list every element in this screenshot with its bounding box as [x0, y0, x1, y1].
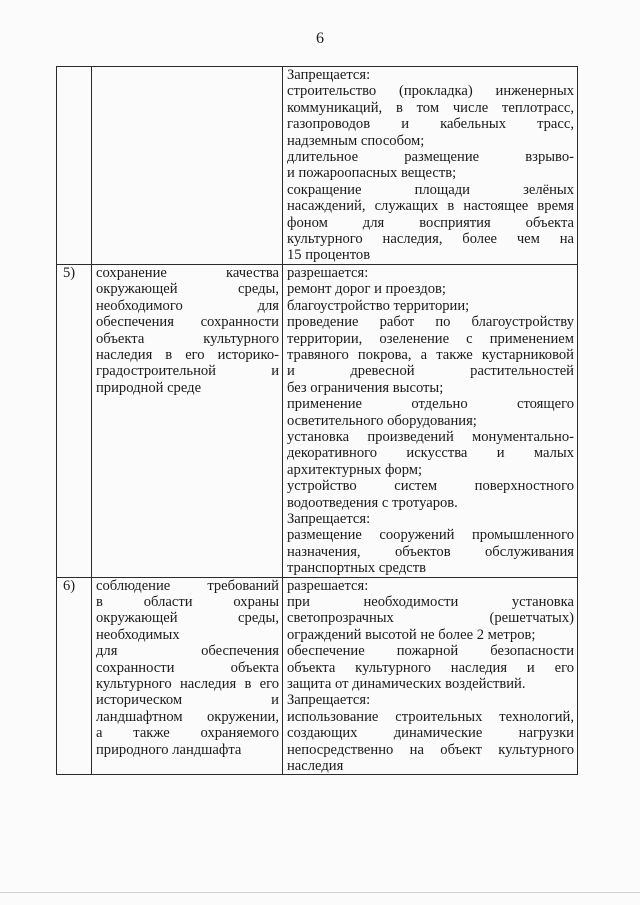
- regime-text-line: объекта культурного наследия и его: [287, 659, 574, 676]
- requirement-text-line: сохранение качества: [96, 264, 279, 281]
- requirement-text-line: в области охраны: [96, 594, 279, 610]
- requirement-text-line: объекта культурного: [96, 330, 279, 347]
- regime-text-line: без ограничения высоты;: [287, 379, 444, 396]
- requirement-text-line: необходимых: [96, 626, 180, 643]
- regime-text-line: благоустройство территории;: [287, 297, 470, 314]
- regime-text-line: наследия: [287, 758, 344, 775]
- regulations-table: [56, 66, 578, 775]
- table-row: [57, 577, 578, 775]
- regime-text-line: и пожароопасных веществ;: [287, 165, 457, 182]
- regime-text-line: Запрещается:: [287, 67, 371, 83]
- requirement-text-line: историческом и: [96, 692, 279, 709]
- regime-text-line: при необходимости установка: [287, 594, 574, 610]
- requirement-cell: [92, 264, 283, 577]
- regime-text-line: разрешается:: [287, 264, 369, 281]
- regime-text-line: ограждений высотой не более 2 метров;: [287, 626, 536, 643]
- requirement-text-line: необходимого для: [96, 297, 279, 314]
- regime-text-line: газопроводов и кабельных трасс,: [287, 116, 574, 133]
- requirement-text-line: градостроительной и: [96, 363, 279, 380]
- regime-text-line: коммуникаций, в том числе теплотрасс,: [287, 99, 574, 116]
- regime-text-line: разрешается:: [287, 577, 369, 594]
- regime-text-line: установка произведений монументально-: [287, 428, 574, 445]
- page-number: 6: [316, 30, 324, 47]
- regime-cell: [283, 67, 578, 265]
- regime-text-line: устройство систем поверхностного: [287, 478, 574, 495]
- requirement-text-line: культурного наследия в его: [96, 676, 279, 693]
- regime-text-line: применение отдельно стоящего: [287, 396, 574, 413]
- requirement-text-line: ландшафтном окружении,: [96, 708, 279, 725]
- regime-text-line: обеспечение пожарной безопасности: [287, 643, 574, 660]
- regime-text-line: декоративного искусства и малых: [287, 445, 574, 462]
- regime-text-line: светопрозрачных (решетчатых): [287, 610, 574, 627]
- regime-text-line: транспортных средств: [287, 560, 426, 577]
- requirement-text-line: окружающей среды,: [96, 281, 279, 298]
- regime-text-line: непосредственно на объект культурного: [287, 741, 574, 758]
- requirement-text-line: сохранности объекта: [96, 659, 279, 676]
- regime-text-line: назначения, объектов обслуживания: [287, 543, 574, 560]
- regime-text-line: 15 процентов: [287, 247, 371, 264]
- regime-text-line: фоном для восприятия объекта: [287, 214, 574, 231]
- row-number-cell: 6): [57, 577, 92, 775]
- regime-text-line: архитектурных форм;: [287, 461, 423, 478]
- table-row: [57, 264, 578, 577]
- regime-text-line: осветительного оборудования;: [287, 412, 477, 429]
- regime-text-line: травяного покрова, а также кустарниковой: [287, 346, 574, 363]
- requirement-cell: [92, 577, 283, 775]
- regime-text-line: использование строительных технологий,: [287, 708, 574, 725]
- table-row: [57, 67, 578, 265]
- regime-text-line: культурного наследия, более чем на: [287, 231, 574, 248]
- regime-text-line: водоотведения с тротуаров.: [287, 494, 458, 511]
- row-number-cell: 5): [57, 264, 92, 577]
- requirement-text-line: соблюдение требований: [96, 577, 279, 594]
- regime-text-line: ремонт дорог и проездов;: [287, 281, 446, 298]
- regime-text-line: надземным способом;: [287, 132, 425, 149]
- regime-text-line: строительство (прокладка) инженерных: [287, 83, 574, 100]
- regime-text-line: длительное размещение взрыво-: [287, 149, 574, 166]
- requirement-text-line: окружающей среды,: [96, 610, 279, 627]
- regime-text-line: защита от динамических воздействий.: [287, 676, 526, 693]
- regime-text-line: территории, озеленение с применением: [287, 330, 574, 347]
- requirement-cell: [92, 67, 283, 265]
- regime-cell: [283, 264, 578, 577]
- regime-cell: [283, 577, 578, 775]
- regime-text-line: размещение сооружений промышленного: [287, 527, 574, 544]
- regime-text-line: сокращение площади зелёных: [287, 181, 574, 198]
- requirement-text-line: а также охраняемого: [96, 725, 279, 742]
- regime-text-line: насаждений, служащих в настоящее время: [287, 198, 574, 215]
- requirement-text-line: для обеспечения: [96, 643, 279, 660]
- regime-text-line: создающих динамические нагрузки: [287, 725, 574, 742]
- requirement-text-line: обеспечения сохранности: [96, 314, 279, 331]
- requirement-text-line: природной среде: [96, 379, 202, 396]
- regime-text-line: Запрещается:: [287, 510, 371, 527]
- regime-text-line: и древесной растительностей: [287, 363, 574, 380]
- regime-text-line: проведение работ по благоустройству: [287, 314, 574, 331]
- scan-edge-line: [0, 892, 640, 893]
- regime-text-line: Запрещается:: [287, 692, 371, 709]
- requirement-text-line: природного ландшафта: [96, 741, 242, 758]
- row-number-cell: [57, 67, 92, 265]
- requirement-text-line: наследия в его историко-: [96, 346, 279, 363]
